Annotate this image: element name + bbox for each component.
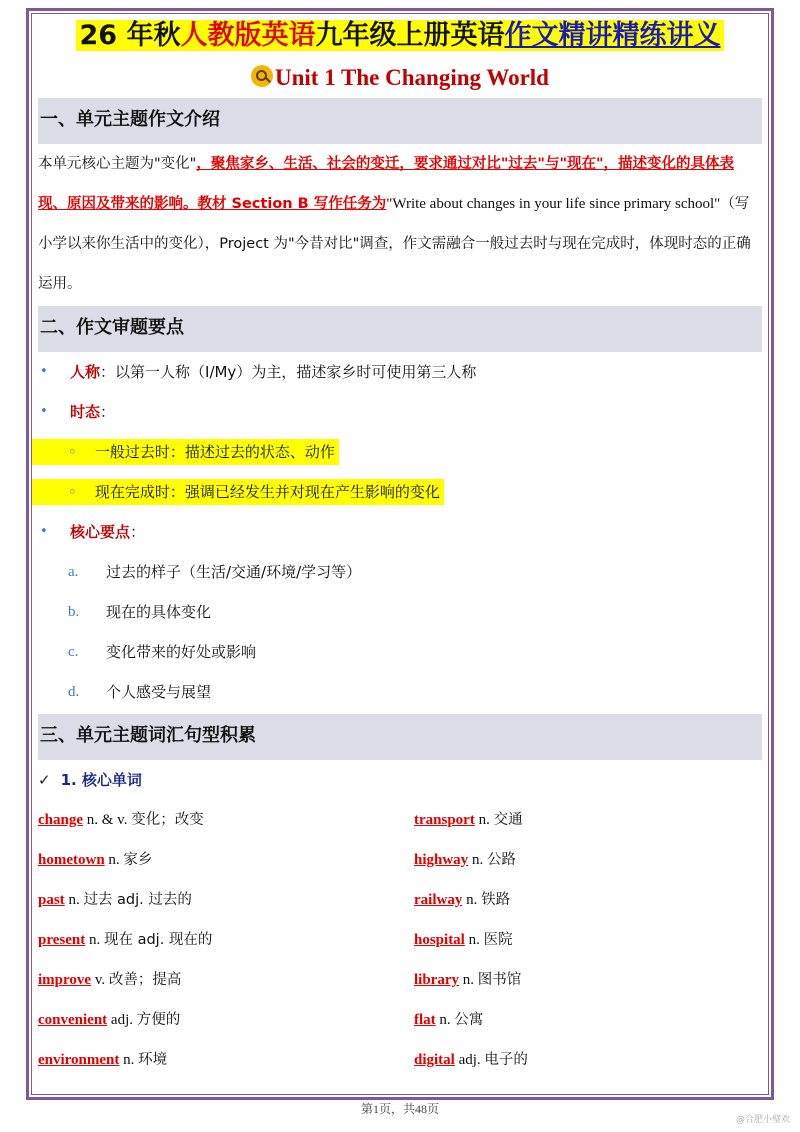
- tense-label: 时态: [70, 403, 101, 421]
- section-heading-intro: 一、单元主题作文介绍: [38, 98, 762, 144]
- vocab-meaning: 过去 adj. 过去的: [83, 892, 192, 908]
- vocab-subtitle: [38, 760, 762, 800]
- vocab-pos: n.: [474, 812, 494, 828]
- bullet-tense: [38, 392, 762, 432]
- tense-item-highlight: [32, 439, 339, 465]
- magnifier-icon: [251, 65, 273, 87]
- core-item-text: 变化带来的好处或影响: [106, 643, 257, 661]
- vocab-word: environment: [38, 1052, 120, 1068]
- title-part-3: 九年级上册英语: [315, 20, 505, 51]
- core-item: [38, 632, 762, 672]
- vocab-pos: n.: [119, 1052, 139, 1068]
- core-item-letter: d.: [68, 684, 80, 700]
- core-label: 核心要点: [70, 523, 131, 541]
- vocab-pos: n.: [435, 1012, 455, 1028]
- core-item-letter: a.: [68, 564, 79, 580]
- vocab-meaning: 变化；改变: [131, 812, 204, 828]
- tense-item: [38, 432, 762, 472]
- vocab-entry: [38, 880, 414, 920]
- vocab-pos: n.: [104, 852, 124, 868]
- vocab-word: improve: [38, 972, 92, 988]
- vocab-word: change: [38, 812, 83, 828]
- bullet-person: [38, 352, 762, 392]
- title-highlight: [76, 20, 725, 51]
- vocab-word: railway: [414, 892, 463, 908]
- vocab-word: convenient: [38, 1012, 108, 1028]
- vocab-meaning: 改善；提高: [108, 972, 182, 988]
- document-title: [38, 14, 762, 58]
- bullet-dot-icon: •: [40, 404, 48, 419]
- vocab-pos: n.: [462, 892, 482, 908]
- vocab-word: present: [38, 932, 86, 948]
- intro-text-b: "Write about changes in your life since primary school": [386, 196, 721, 212]
- vocab-entry: [414, 1040, 762, 1080]
- section-heading-analysis: 二、作文审题要点: [38, 306, 762, 352]
- vocab-pos: adj.: [454, 1052, 485, 1068]
- vocab-word: hometown: [38, 852, 105, 868]
- intro-text-c: （写小学以来你生活中的变化），Project 为"今昔对比"调查，作文需融合一般过去时与现在完成时，体现时态的正确运用。: [38, 196, 751, 292]
- title-part-4: 作文精讲精练讲义: [504, 20, 721, 51]
- vocab-entry: [414, 920, 762, 960]
- vocab-pos: n.: [464, 932, 484, 948]
- core-item-text: 现在的具体变化: [106, 603, 212, 621]
- vocab-entry: [414, 960, 762, 1000]
- core-item-letter: c.: [68, 644, 79, 660]
- vocab-meaning: 环境: [138, 1052, 168, 1068]
- vocab-meaning: 家乡: [123, 852, 153, 868]
- tense-item: [38, 472, 762, 512]
- watermark: @合肥小璧欢: [735, 1115, 790, 1125]
- vocab-word: transport: [414, 812, 475, 828]
- vocab-meaning: 公路: [486, 852, 516, 868]
- vocab-pos: v.: [91, 972, 109, 988]
- vocab-word: digital: [414, 1052, 455, 1068]
- vocab-word: library: [414, 972, 459, 988]
- vocab-meaning: 现在 adj. 现在的: [103, 932, 213, 948]
- tense-colon: ：: [100, 403, 116, 421]
- vocab-meaning: 电子的: [484, 1052, 528, 1068]
- vocab-pos: n. & v.: [83, 812, 132, 828]
- bullet-dot-icon: •: [40, 364, 48, 379]
- vocab-pos: adj.: [107, 1012, 137, 1028]
- circle-bullet-icon: ◦: [68, 483, 77, 501]
- vocab-word: past: [38, 892, 65, 908]
- unit-subtitle: [38, 60, 762, 96]
- section-heading-vocab: 三、单元主题词汇句型积累: [38, 714, 762, 760]
- vocab-entry: [38, 840, 414, 880]
- vocab-entry: [414, 800, 762, 840]
- vocab-pos: n.: [64, 892, 84, 908]
- core-item-text: 个人感受与展望: [106, 683, 212, 701]
- vocab-word: flat: [414, 1012, 436, 1028]
- vocab-meaning: 公寓: [454, 1012, 484, 1028]
- tense-item-highlight: [32, 479, 444, 505]
- person-text: ：以第一人称（I/My）为主，描述家乡时可使用第三人称: [100, 363, 477, 381]
- vocab-entry: [38, 920, 414, 960]
- bullet-core: [38, 512, 762, 552]
- core-item: [38, 552, 762, 592]
- vocab-subtitle-text: 1. 核心单词: [60, 771, 142, 789]
- checkmark-icon: ✓: [38, 771, 51, 789]
- vocab-entry: [38, 800, 414, 840]
- intro-paragraph: [38, 144, 762, 304]
- vocab-meaning: 医院: [483, 932, 513, 948]
- circle-bullet-icon: ◦: [68, 443, 77, 461]
- vocab-pos: n.: [459, 972, 478, 988]
- core-item: [38, 592, 762, 632]
- intro-text-highlight: ，聚焦家乡、生活、社会的变迁，要求通过对比"过去"与"现在"，描述变化的具体表现、原因及带来的影响。教材 Section B 写作任务为: [38, 156, 735, 212]
- vocab-word: highway: [414, 852, 469, 868]
- vocab-meaning: 方便的: [136, 1012, 181, 1028]
- page-content: [38, 14, 762, 1080]
- person-label: 人称: [70, 363, 101, 381]
- vocab-meaning: 图书馆: [477, 972, 522, 988]
- title-part-2: 人教版英语: [180, 20, 316, 51]
- vocab-pos: n.: [468, 852, 487, 868]
- vocab-pos: n.: [85, 932, 104, 948]
- core-item-text: 过去的样子（生活/交通/环境/学习等）: [106, 563, 362, 581]
- title-part-1: 26 年秋: [79, 20, 181, 51]
- vocab-entry: [414, 840, 762, 880]
- tense-item-text: 现在完成时：强调已经发生并对现在产生影响的变化: [94, 483, 440, 501]
- core-item-letter: b.: [68, 604, 80, 620]
- vocab-grid: [38, 800, 762, 1080]
- vocab-meaning: 铁路: [481, 892, 511, 908]
- tense-item-text: 一般过去时：描述过去的状态、动作: [94, 443, 335, 461]
- core-item: [38, 672, 762, 712]
- vocab-entry: [414, 1000, 762, 1040]
- vocab-entry: [38, 1000, 414, 1040]
- intro-text-a: 本单元核心主题为"变化": [38, 156, 197, 172]
- subtitle-text: Unit 1 The Changing World: [275, 65, 549, 90]
- vocab-word: hospital: [414, 932, 465, 948]
- vocab-entry: [38, 960, 414, 1000]
- vocab-entry: [38, 1040, 414, 1080]
- page-footer: 第1页，共48页: [360, 1102, 439, 1116]
- vocab-meaning: 交通: [493, 812, 523, 828]
- vocab-entry: [414, 880, 762, 920]
- bullet-dot-icon: •: [40, 524, 48, 539]
- core-colon: ：: [130, 523, 146, 541]
